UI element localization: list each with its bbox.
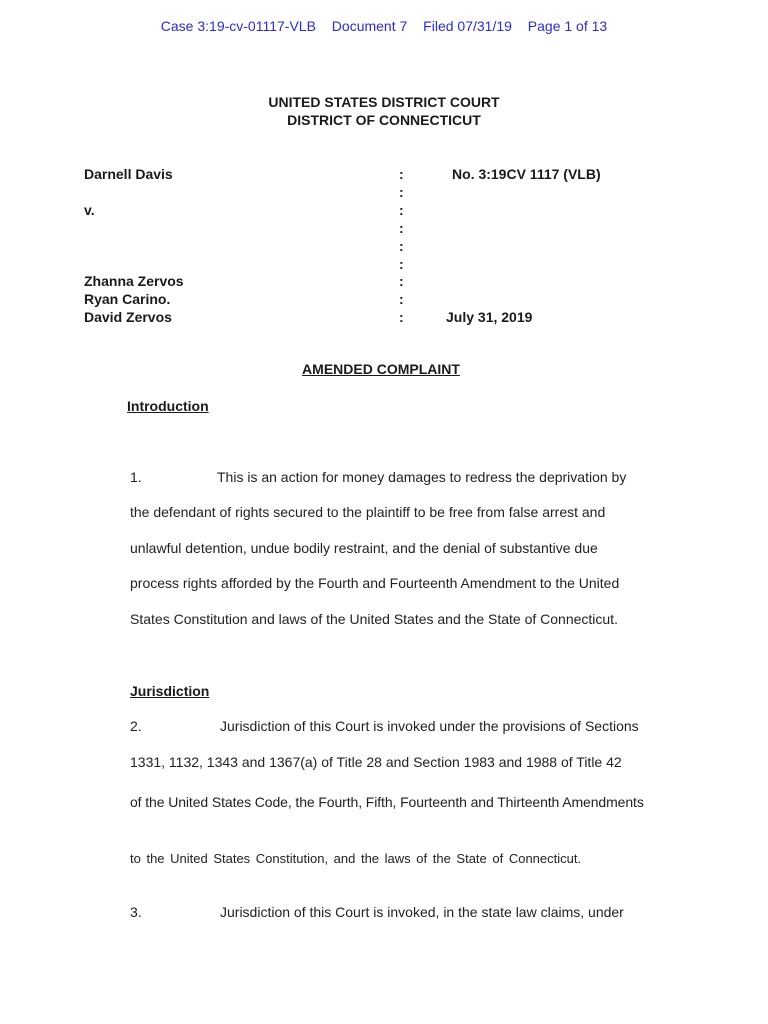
paragraph-number: 1. bbox=[130, 469, 142, 485]
paragraph-line: of the United States Code, the Fourth, Fifth, Fourteenth and Thirteenth Amendments bbox=[130, 794, 644, 810]
court-name: UNITED STATES DISTRICT COURT bbox=[268, 94, 500, 110]
caption-colon: : bbox=[399, 220, 404, 236]
section-heading-introduction: Introduction bbox=[127, 398, 209, 414]
docket-header bbox=[0, 18, 768, 34]
paragraph-line: to the United States Constitution, and the laws of the State of Connecticut. bbox=[130, 851, 582, 866]
caption-colon: : bbox=[399, 256, 404, 272]
paragraph-line: process rights afforded by the Fourth and Fourteenth Amendment to the United bbox=[130, 575, 620, 591]
section-heading-jurisdiction: Jurisdiction bbox=[130, 683, 210, 699]
document-title: AMENDED COMPLAINT bbox=[302, 361, 460, 377]
plaintiff-name: Darnell Davis bbox=[84, 166, 173, 182]
page-indicator: Page 1 of 13 bbox=[527, 18, 608, 34]
court-district: DISTRICT OF CONNECTICUT bbox=[287, 112, 481, 128]
caption-colon: : bbox=[399, 202, 404, 218]
caption-colon: : bbox=[399, 291, 404, 307]
defendant-name: David Zervos bbox=[84, 309, 172, 325]
caption-colon: : bbox=[399, 238, 404, 254]
paragraph-line: 1331, 1132, 1343 and 1367(a) of Title 28 and Section 1983 and 1988 of Title 42 bbox=[130, 754, 622, 770]
filed-date: Filed 07/31/19 bbox=[423, 18, 512, 34]
versus: v. bbox=[84, 202, 95, 218]
caption-colon: : bbox=[399, 309, 404, 325]
case-number: Case 3:19-cv-01117-VLB bbox=[160, 18, 316, 34]
caption-colon: : bbox=[399, 273, 404, 289]
paragraph-line: Jurisdiction of this Court is invoked, in the state law claims, under bbox=[220, 904, 624, 920]
defendant-name: Zhanna Zervos bbox=[84, 273, 184, 289]
paragraph-line: States Constitution and laws of the United States and the State of Connecticut. bbox=[130, 611, 618, 627]
caption-colon: : bbox=[399, 184, 404, 200]
caption-colon: : bbox=[399, 166, 404, 182]
paragraph-number: 2. bbox=[130, 718, 142, 734]
case-docket-number: No. 3:19CV 1117 (VLB) bbox=[452, 166, 601, 182]
paragraph-number: 3. bbox=[130, 904, 142, 920]
document-number: Document 7 bbox=[331, 18, 408, 34]
paragraph-line: the defendant of rights secured to the plaintiff to be free from false arrest and bbox=[130, 504, 606, 520]
filing-date: July 31, 2019 bbox=[446, 309, 533, 325]
paragraph-line: This is an action for money damages to redress the deprivation by bbox=[217, 469, 627, 485]
paragraph-line: Jurisdiction of this Court is invoked under the provisions of Sections bbox=[220, 718, 639, 734]
defendant-name: Ryan Carino. bbox=[84, 291, 171, 307]
paragraph-line: unlawful detention, undue bodily restraint, and the denial of substantive due bbox=[130, 540, 598, 556]
